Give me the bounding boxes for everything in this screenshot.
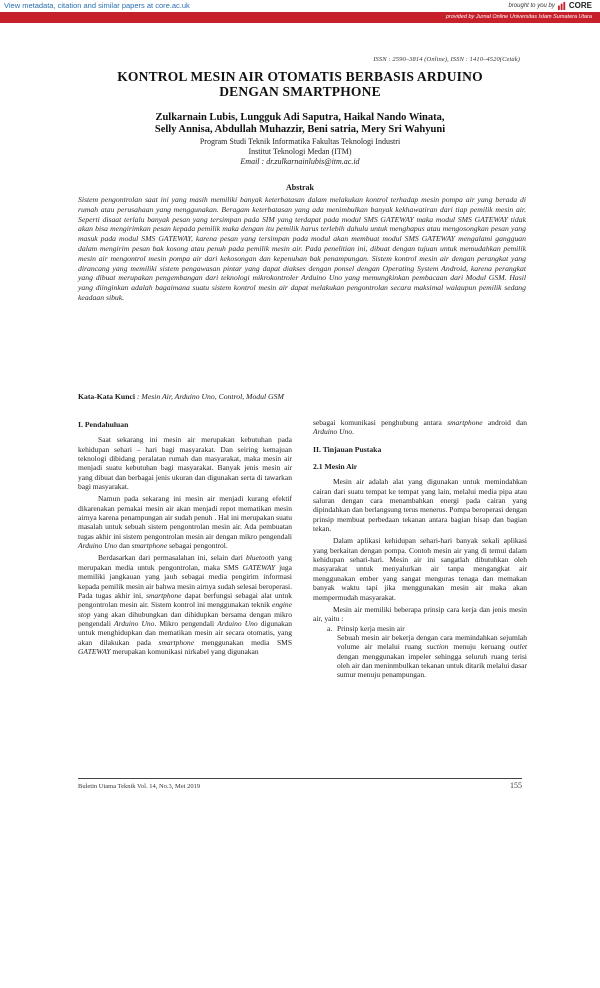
paragraph: Saat sekarang ini mesin air merupakan kebutuhan pada kehidupan sehari – hari bagi masyarakat. Dan seiring kemajuan teknologi dibidang peralatan rumah dan masyarakat, maka mesin air menjadi suatu kebutuhan bagi masyarakat. Banyak jenis mesin air yang dibuat dan berbagai jenis ukuran dan digunakan serta di tawarkan bagi masyarakat. <box>78 435 292 492</box>
page-footer <box>78 778 522 790</box>
title-line-1: KONTROL MESIN AIR OTOMATIS BERBASIS ARDUINO <box>117 69 483 84</box>
core-brand <box>509 1 593 10</box>
affiliation <box>0 137 600 167</box>
affiliation-institute: Institut Teknologi Medan (ITM) <box>248 147 352 156</box>
affiliation-program: Program Studi Teknik Informatika Fakultas Teknologi Industri <box>199 137 401 146</box>
list-label: Prinsip kerja mesin air <box>337 623 405 633</box>
title-line-2: DENGAN SMARTPHONE <box>219 84 381 99</box>
core-provider-bar <box>0 12 600 23</box>
paragraph: Berdasarkan dari permasalahan ini, selain dari bluetooth yang merupakan media untuk pengontrolan, maka SMS GATEWAY juga memiliki jangkauan yang jauh sebagai media pengirim informasi kepada pemilik mesin air bahwa mesin airnya sudah selesai beroperasi. Pada tugas akhir ini, smartphone dapat berfungsi sebagai alat untuk pengontrolan mesin air. Sistem kontrol ini menggunakan teknik engine stop yang akan dihubungkan dan dihidupkan bersama dengan mikro pengendali Arduino Uno. Mikro pengendali Arduino Uno digunakan untuk menghidupkan dan mematikan mesin air secara otomatis, yang akan dilakukan pada smartphone menggunakan media SMS GATEWAY merupakan komunikasi nirkabel yang digunakan <box>78 553 292 656</box>
right-column <box>313 418 527 680</box>
section-heading-pendahuluan: I. Pendahuluan <box>78 420 129 429</box>
abstract-heading: Abstrak <box>285 183 314 192</box>
abstract-text: Sistem pengontrolan saat ini yang masih memiliki banyak keterbatasan dalam melakukan kontrol terhadap mesin pompa air yang berada di rumah atau perusahaan yang menggunakan. Beragam keterbatasan yang ada menimbulkan banyak kekhawatiran dari tiap pemilik mesin air. Seperti disaat terlalu banyak pesan yang tersimpan pada SIM yang terdapat pada modul SMS GATEWAY maka modul SMS GATEWAY tidak akan bisa mengirimkan pesan kepada pemilik maka dengan itu pemilik harus terlebih dahulu untuk menghapus atau mengosongkan pesan yang masuk pada modul SMS GATEWAY, karena pesan yang tersimpan pada modul akan membuat modul SMS GATEWAY mengalami gangguan dalam mengirim pesan bak kosong atau penuh pada pemilik mesin air. Pada penelitian ini, dibuat dengan tujuan untuk memudahkan pemilik mesin air mengontrol mesin pompa air dari kekosongan dan kepenuhan bak penampungan. Sistem kontrol mesin air dengan perangkat yang dirancang yang memiliki sistem pengawasan pintar yang dapat diakses dengan ponsel dengan Operating System Android, karena perangkat yang dibuat merupakan pengembangan dari teknologi mikrokontroler Arduino Uno yang memungkinkan pembacaan dari Modul GSM. Hasil yang diinginkan adalah bagaimana suatu sistem kontrol mesin air dapat melakukan pengontrolan secara maksimal walaupun pemilik sedang keadaan sibuk. <box>78 195 526 302</box>
core-metadata-link[interactable]: View metadata, citation and similar papers at core.ac.uk <box>4 1 190 10</box>
list-marker: a. <box>327 623 333 633</box>
paragraph: Dalam aplikasi kehidupan sehari-hari banyak sekali aplikasi yang berkaitan dengan pompa. Contoh mesin air yang di temui dalam kehidupan sehari-hari. Mesin air ini sangatlah dibutuhkan oleh masyarakat untuk menyalurkan air tanpa mengangkat air menggunakan ember yang sangat menguras tenaga dan memakan banyak waktu tapi jika menggunakan mesin air maka akan mempermudah masyarakat. <box>313 536 527 602</box>
list-item <box>327 624 527 633</box>
paper-title <box>0 69 600 99</box>
core-header <box>0 0 600 11</box>
core-logo[interactable] <box>558 1 592 10</box>
left-column <box>78 412 292 656</box>
core-logo-icon <box>558 1 567 10</box>
paragraph: Namun pada sekarang ini mesin air menjadi kurang efektif dikarenakan pemakai mesin air akan menjadi repot mematikan mesin airnya karena penampungan air sudah penuh . Hal ini merupakan suatu masalah untuk sebuah sistem pengontrolan mesin air. Ada pembuatan tugas akhir ini sistem pengontrolan mesin air dengan mikro pengendali Arduino Uno dan smartphone sebagai pengontrol. <box>78 494 292 551</box>
paragraph: Mesin air adalah alat yang digunakan untuk memindahkan cairan dari suatu tempat ke tempat yang lain, melalui media pipa atau saluran dengan cara menambahkan energi pada cairan yang dipindahkan dan berlangsung terus menerus. Pompa beroperasi dengan prinsip membuat perbedaan tekanan antara bagian hisap dan bagian tekan. <box>313 477 527 534</box>
list-item-body: Sebuah mesin air bekerja dengan cara memindahkan sejumlah volume air melalui ruang suction menuju keruang outlet dengan menggunakan impeler sehingga seluruh ruang terisi oleh air dan meninmbulkan tekanan untuk ditarik melalui dasar sumur menuju penampungan. <box>337 632 527 680</box>
core-logo-text: CORE <box>568 1 592 10</box>
keywords-label: Kata-Kata Kunci <box>78 392 136 401</box>
author-line-2: Selly Annisa, Abdullah Muhazzir, Beni satria, Mery Sri Wahyuni <box>154 124 446 135</box>
subsection-heading-mesin-air: 2.1 Mesin Air <box>313 462 358 472</box>
core-provider-text[interactable]: provided by Jurnal Online Universitas Islam Sumatera Utara <box>445 14 592 20</box>
paragraph-continued: sebagai komunikasi penghubung antara smartphone android dan Arduino Uno. <box>313 418 527 437</box>
authors <box>0 112 600 136</box>
author-line-1: Zulkarnain Lubis, Lungguk Adi Saputra, Haikal Nando Winata, <box>155 112 445 123</box>
affiliation-email[interactable]: Email : dr.zulkarnainlubis@itm.ac.id <box>240 157 360 166</box>
keywords-value: : Mesin Air, Arduino Uno, Control, Modul GSM <box>136 392 284 401</box>
section-heading-tinjauan: II. Tinjauan Pustaka <box>313 444 382 454</box>
brought-by-text: brought to you by <box>508 2 555 9</box>
page-number: 155 <box>510 781 522 790</box>
paragraph: Mesin air memiliki beberapa prinsip cara kerja dan jenis mesin air, yaitu : <box>313 604 527 624</box>
footer-journal: Buletin Utama Teknik Vol. 14, No.3, Mei 2019 <box>78 783 201 790</box>
keywords <box>78 392 518 401</box>
issn: ISSN : 2590–3814 (Online), ISSN : 1410–4520(Cetak) <box>373 56 520 63</box>
